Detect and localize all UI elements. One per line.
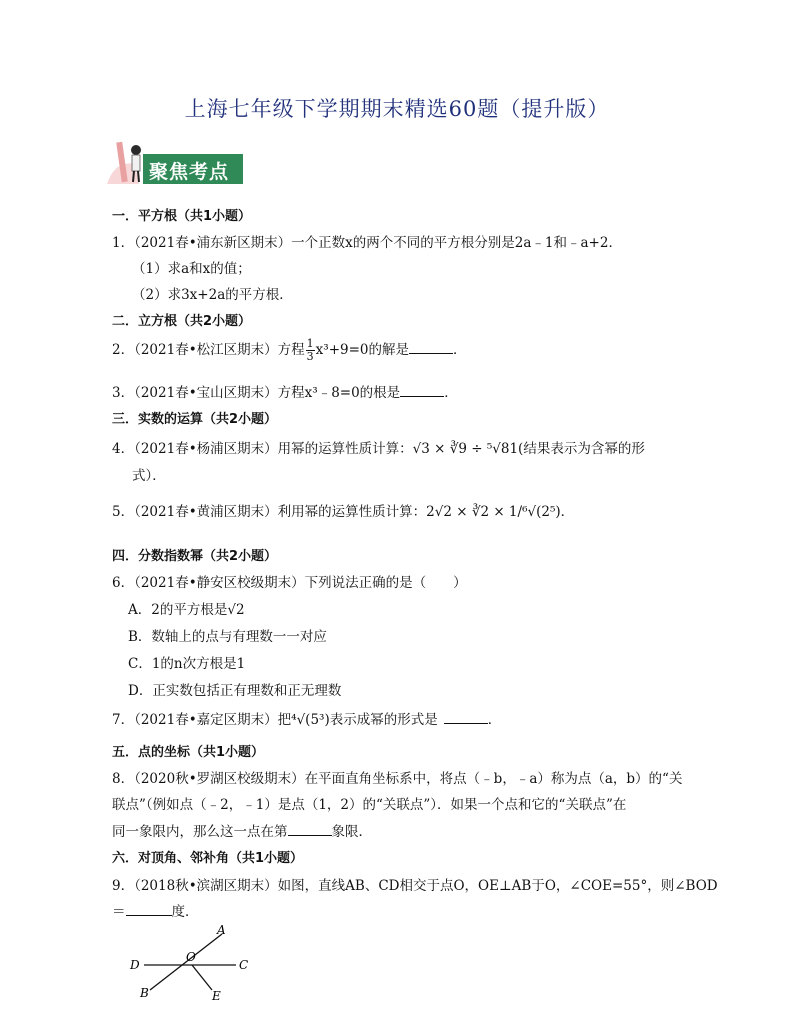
question-7: [112, 708, 501, 728]
intersecting-lines-diagram: [128, 922, 268, 1004]
q-text: 用幂的运算性质计算：: [277, 441, 413, 457]
q-source: （2021春•嘉定区期末）: [134, 712, 278, 728]
focus-banner: [105, 140, 245, 186]
q-source: （2021春•宝山区期末）: [134, 385, 278, 401]
q-text: (结果表示为含幂的形: [518, 441, 645, 457]
q-text: 方程x³﹣8=0的根是: [277, 385, 401, 401]
answer-blank[interactable]: [400, 396, 444, 397]
q1-sub2: （2）求3x+2a的平方根．: [132, 287, 293, 303]
q-text: 下列说法正确的是（ ）: [304, 575, 467, 591]
answer-blank[interactable]: [409, 353, 453, 354]
q-text: 度．: [171, 904, 199, 920]
q9-line2: [112, 900, 199, 920]
question-1: [112, 231, 622, 251]
q-source: （2021春•浦东新区期末）: [134, 235, 292, 251]
q-end: ．: [444, 385, 458, 401]
banner-label: 聚焦考点: [149, 161, 230, 183]
q-num: 5．: [112, 504, 135, 520]
q-num: 7．: [112, 712, 135, 728]
q-source: （2021春•杨浦区期末）: [134, 441, 278, 457]
label-c: C: [239, 958, 249, 972]
fraction-denominator: 3: [306, 350, 314, 363]
option-a[interactable]: A．2的平方根是√2: [128, 602, 245, 618]
geometry-figure: [128, 922, 268, 1004]
section-heading: 三．实数的运算（共2小题）: [112, 412, 278, 427]
q-text: 表示成幂的形式是: [329, 712, 438, 728]
q-text: 同一象限内，那么这一点在第: [112, 824, 288, 840]
question-5: [112, 500, 574, 520]
q-num: 9．: [112, 878, 135, 894]
q1-sub1: （1）求a和x的值；: [132, 261, 251, 277]
q-num: 1．: [112, 235, 135, 251]
q4-continuation: 式）．: [132, 468, 166, 484]
question-4: [112, 437, 645, 457]
q8-line2: 联点”（例如点（﹣2，﹣1）是点（1，2）的“关联点”）．如果一个点和它的“关联点”在: [112, 797, 627, 813]
label-o: O: [186, 950, 196, 964]
q-text: x³+9=0的解是: [315, 342, 409, 358]
label-e: E: [212, 989, 221, 1003]
q-source: （2021春•松江区期末）: [134, 342, 278, 358]
option-b[interactable]: B．数轴上的点与有理数一一对应: [128, 629, 327, 645]
q-text: 如图，直线AB、CD相交于点O，OE⊥AB于O，∠COE=55°，则∠BOD: [277, 878, 718, 894]
q-text: 利用幂的运算性质计算：: [277, 504, 427, 520]
math-expression: 2√2 × ∛2 × 1/⁶√(2⁵): [426, 504, 561, 520]
answer-blank[interactable]: [126, 915, 172, 916]
q-num: 8．: [112, 771, 135, 787]
option-c[interactable]: C．1的n次方根是1: [128, 656, 246, 672]
answer-blank[interactable]: [444, 723, 488, 724]
answer-blank[interactable]: [288, 835, 332, 836]
label-a: A: [217, 923, 226, 937]
q-end: ．: [453, 342, 467, 358]
ray-oe: [192, 965, 212, 990]
q-num: 2．: [112, 342, 135, 358]
section-heading: 二．立方根（共2小题）: [112, 314, 252, 329]
q-num: 6．: [112, 575, 135, 591]
q-source: （2021春•黄浦区期末）: [134, 504, 278, 520]
page-title: 上海七年级下学期期末精选60题（提升版）: [184, 97, 610, 121]
label-b: B: [140, 986, 149, 1000]
math-expression: √3 × ∛9 ÷ ⁵√81: [412, 441, 519, 457]
q-text: ＝: [112, 904, 126, 920]
q-text: 方程: [277, 342, 305, 358]
section-heading: 四．分数指数幂（共2小题）: [112, 549, 278, 564]
fraction-numerator: 1: [306, 337, 314, 350]
section-heading: 五．点的坐标（共1小题）: [112, 745, 265, 760]
q-end: ．: [560, 504, 575, 520]
question-3: [112, 381, 458, 401]
label-d: D: [130, 958, 140, 972]
question-6: [112, 571, 467, 591]
section-heading: 六．对顶角、邻补角（共1小题）: [112, 851, 304, 866]
q-num: 4．: [112, 441, 135, 457]
q-num: 3．: [112, 385, 135, 401]
question-9: [112, 874, 718, 894]
q8-line3: [112, 820, 372, 840]
question-2: [112, 338, 467, 363]
q-text: 把: [277, 712, 292, 728]
q-end: ．: [487, 712, 502, 728]
fraction: [306, 338, 315, 363]
option-d[interactable]: D．正实数包括正有理数和正无理数: [128, 683, 342, 699]
question-8: [112, 767, 682, 787]
q-text: 象限．: [331, 824, 372, 840]
q-source: （2021春•静安区校级期末）: [134, 575, 305, 591]
section-heading: 一．平方根（共1小题）: [112, 209, 252, 224]
q-source: （2020秋•罗湖区校级期末）: [134, 771, 305, 787]
q-source: （2018秋•滨湖区期末）: [134, 878, 278, 894]
math-expression: ⁴√(5³): [291, 712, 330, 728]
q-text: 在平面直角坐标系中，将点（﹣b，﹣a）称为点（a，b）的“关: [304, 771, 683, 787]
q-text: 一个正数x的两个不同的平方根分别是2a﹣1和﹣a+2．: [291, 235, 622, 251]
